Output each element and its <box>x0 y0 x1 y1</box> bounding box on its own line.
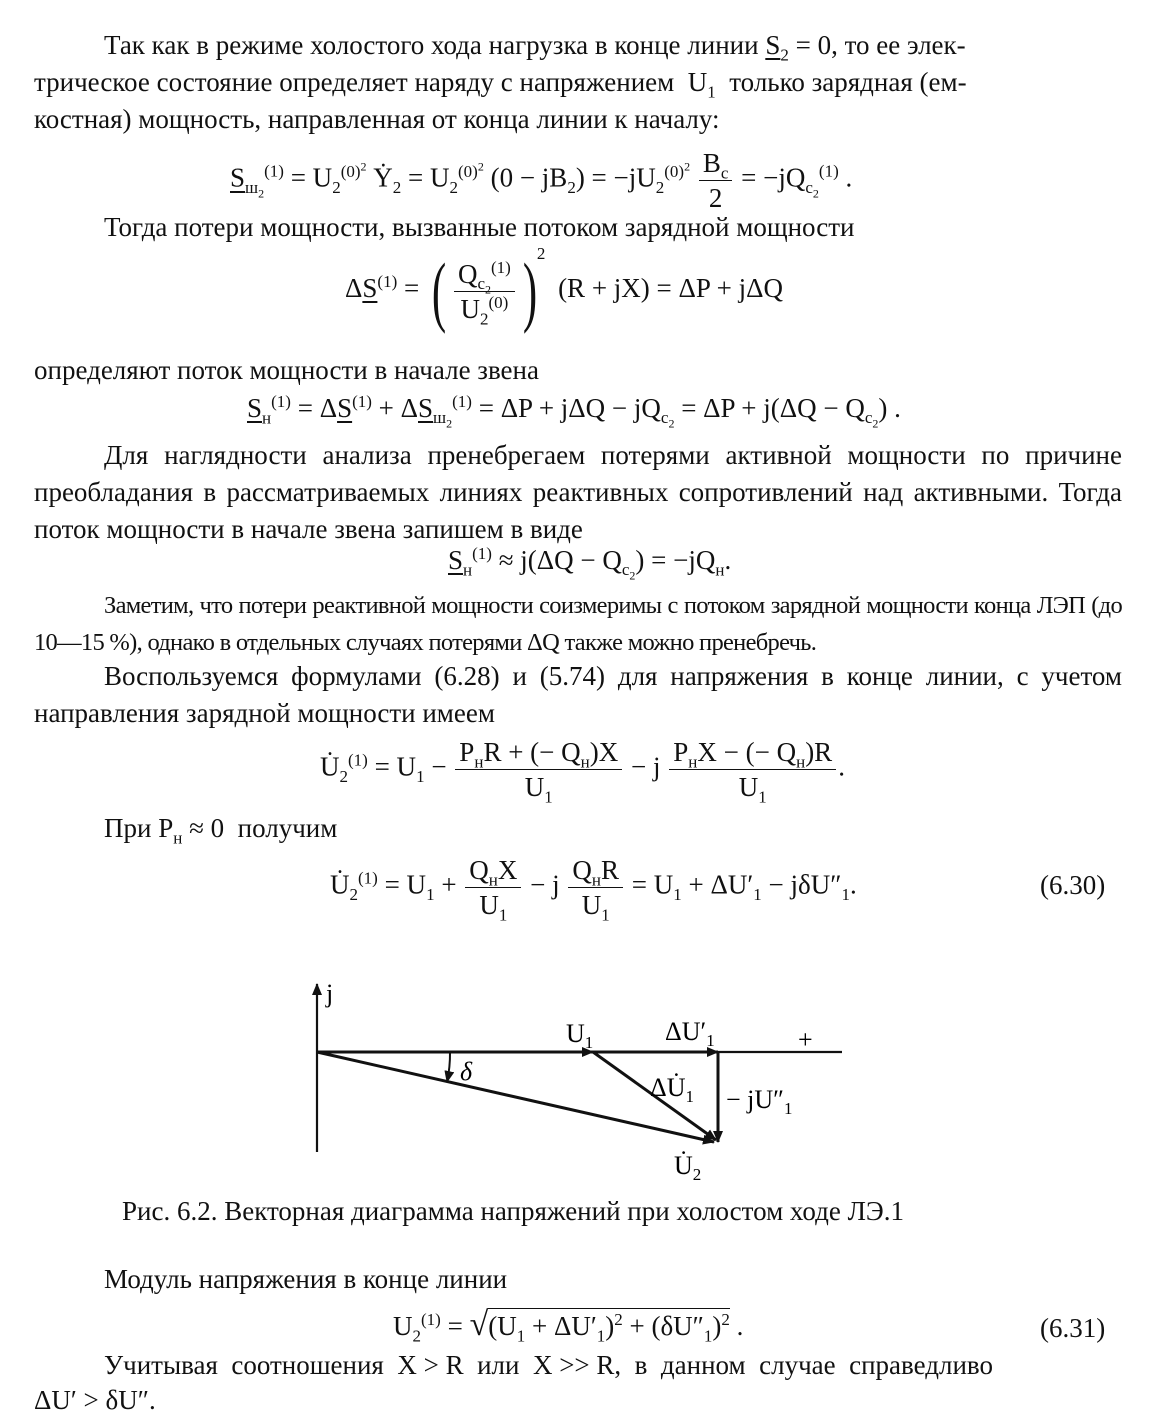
equation-number-630: (6.30) <box>1040 870 1106 900</box>
p7-text: При $P_н \approx 0$ получим <box>104 813 338 848</box>
p4-text: Для наглядности анализа пренебрегаем потерями активной мощности по причине преобладания в рассматриваемых линиях реактивных сопротивлений над активными. Тогда поток мощности в начале звена запишем в виде <box>34 440 1122 544</box>
equation-voltage-end: $U̇_2^{(1)} = U_1$ − $\frac{P_нR + (- Q_н)X}{U_1}$ − j $\frac{P_нX - (- Q_н)R}{U_1}$ . <box>320 737 845 807</box>
label-u2: $U̇_2$ <box>674 1151 702 1182</box>
equation-flow-start: $S_н^{(1)} = \Delta S^{(1)} + \Delta S_{ш_2}^{(1)} = \Delta P + j\Delta Q - jQ_{c_2} = \Delta P + j(\Delta Q - Q_{c_2})$ . <box>247 392 901 431</box>
p6-text: Воспользуемся формулами (6.28) и (5.74) для напряжения в конце линии, с учетом направления зарядной мощности имеем <box>34 661 1122 728</box>
label-delta: δ <box>460 1057 473 1086</box>
equation-number-631: (6.31) <box>1040 1313 1106 1343</box>
p8-text: Модуль напряжения в конце линии <box>104 1264 508 1294</box>
delta-arc <box>447 1052 450 1082</box>
label-ju1: − $jU''_1$ <box>726 1085 793 1118</box>
label-du1-dot: $\Delta U̇_1$ <box>650 1073 694 1106</box>
vector-diagram <box>290 972 860 1182</box>
p1-line2: трическое состояние определяет наряду с напряжением $U_1$ только зарядная (ем- <box>34 67 967 102</box>
equation-power-losses: $\Delta S^{(1)}$ = ( $\frac{Q_{c_2}^{(1)}}{U_2^{(0)}}$ )$^2$ (R + jX) = ΔP + jΔQ <box>345 244 783 334</box>
equation-shunt-power: $S_{ш_2}^{(1)} = U_2^{(0)^2}$ Ẏ$_2$ = $U_2^{(0)^2}$ $(0 - jB_2) = -jU_2^{(0)^2}$ $\frac{B_c}{2}$ = $-jQ_{c_2}^{(1)}$ . <box>230 148 853 213</box>
equation-voltage-module: $U_2^{(1)} = √(U_1 + \Delta U'_1)^2 + (\delta U''_1)^2$ . <box>393 1306 744 1346</box>
label-du1-prime: $\Delta U'_1$ <box>665 1017 715 1050</box>
p3-text: определяют поток мощности в начале звена <box>34 355 539 385</box>
equation-voltage-noload: $U̇_2^{(1)} = U_1$ + $\frac{Q_нX}{U_1}$ − j $\frac{Q_нR}{U_1}$ = $U_1 + \Delta U'_1 - j\delta U''_1$. <box>330 855 857 925</box>
equation-flow-approx: $S_н^{(1)} \approx j(\Delta Q - Q_{c_2}) = -jQ_н$. <box>448 544 732 583</box>
p5-text: Заметим, что потери реактивной мощности соизмеримы с потоком зарядной мощности конца ЛЭП (до 10—15 %), однако в отдельных случаях потерями ΔQ также можно пренебречь. <box>34 592 1122 656</box>
label-plus: + <box>798 1025 813 1054</box>
p1-line1: Так как в режиме холостого хода нагрузка в конце линии $S_2 = 0$, то ее элек- <box>104 30 966 65</box>
label-u1: $U_1$ <box>566 1019 594 1052</box>
p9-line2: ΔU′ > δU″. <box>34 1385 156 1415</box>
p2-text: Тогда потери мощности, вызванные потоком зарядной мощности <box>104 212 855 242</box>
p9-line1: Учитывая соотношения X > R или X >> R, в данном случае справедливо <box>104 1350 993 1380</box>
p1-line3: костная) мощность, направленная от конца линии к началу: <box>34 104 720 134</box>
label-j: j <box>326 979 334 1008</box>
figure-caption: Рис. 6.2. Векторная диаграмма напряжений при холостом ходе ЛЭ.1 <box>122 1196 904 1226</box>
